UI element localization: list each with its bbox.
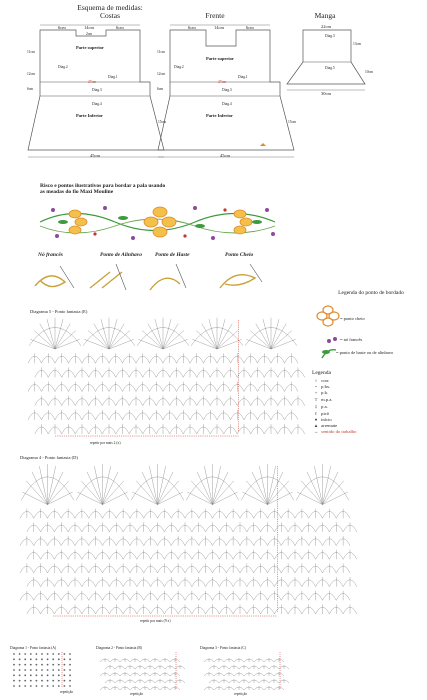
back-diag2-left: Diag.2 (58, 65, 68, 69)
front-top-left: 6cm (188, 25, 196, 30)
no-frances-icon (326, 336, 340, 346)
sleeve-title: Manga (314, 11, 336, 20)
sleeve-bottom: 30cm (321, 91, 331, 96)
legend-row-pa (312, 404, 328, 409)
slip-stitch-icon: • (315, 384, 317, 389)
chain-icon: ○ (314, 378, 318, 383)
diagram1 (6, 646, 86, 696)
legend-no-frances: = nó francês (340, 337, 363, 342)
legend-label: picô (321, 411, 330, 416)
embroidery-motif (35, 200, 285, 245)
legend-ponto-haste: = ponto de haste ou de alinhavo (336, 350, 394, 355)
legend-label: início (321, 417, 332, 422)
back-top-left: 6cm (58, 25, 66, 30)
embroidery-title-line2: as meadas do fio Maxi Mouline (40, 189, 114, 195)
stitch-label-alinhavo: Ponto de Alinhavo (100, 252, 142, 258)
back-side-15: 15cm (158, 120, 166, 124)
legend-ponto-cheio: = ponto cheio (340, 316, 365, 321)
embroidery-title-line1: Risco e pontos ilustrativos para bordar a pala usando (40, 183, 166, 189)
diagram4-repeat-label: repetir por mais (9 x) (140, 619, 171, 623)
legend-label: p.b. (321, 390, 329, 395)
start-icon: ● (314, 417, 318, 422)
legend-row-arremate (312, 423, 337, 428)
legend-label: corr. (321, 378, 330, 383)
single-crochet-icon: + (314, 390, 318, 395)
stitch-label-no-frances: Nó francês (38, 252, 63, 258)
back-inferior: Parte Inferior (76, 113, 103, 118)
back-panel-schema (28, 20, 168, 160)
sleeve-diag5: Diag.5 (325, 66, 335, 70)
diagram5-repeat-label: repetir por mais 2 (x) (90, 441, 121, 445)
legend-row-pbx (312, 384, 330, 389)
front-inferior: Parte Inferior (206, 113, 233, 118)
legend-row-pb (312, 390, 328, 395)
finish-icon: ▲ (313, 423, 319, 428)
legend-row-corr (312, 378, 329, 383)
diagram4-title: Diagrama 4 - Ponto fantasia (D) (20, 455, 78, 460)
legend-label: m.p.a. (321, 397, 333, 402)
back-top-mid: 14cm (84, 25, 94, 30)
picot-icon: ℓ (314, 411, 318, 416)
embroidery-legend (310, 290, 425, 370)
small-lace-pattern (204, 658, 289, 690)
diagram1-title: Diagrama 1 - Ponto fantasia (A) (10, 646, 57, 650)
stitch-label-haste: Ponto de Haste (155, 252, 190, 258)
sleeve-schema (285, 24, 375, 104)
diagram5-title: Diagrama 5 - Ponto fantasia (E) (30, 309, 88, 314)
back-neck: 2cm (86, 32, 93, 36)
front-diag4: Diag.4 (222, 102, 232, 106)
front-side-12: 12cm (157, 72, 165, 76)
front-diag2: Diag.2 (174, 65, 184, 69)
back-side-12: 12cm (27, 72, 35, 76)
back-diag4: Diag.4 (92, 102, 102, 106)
schema-title (55, 4, 165, 20)
front-diag1: Diag.1 (238, 75, 248, 79)
diagram4-chart (20, 462, 350, 622)
front-top-right: 6cm (246, 25, 254, 30)
symbol-legend (312, 370, 422, 450)
legend-label: sentido do trabalho (321, 429, 357, 434)
front-top-mid: 14cm (214, 25, 224, 30)
legend-row-inicio (312, 417, 332, 422)
lace-pattern (20, 464, 357, 614)
front-side-15: 15cm (288, 120, 296, 124)
legend-row-sentido (312, 429, 356, 434)
legend-row-mpa (312, 397, 333, 402)
legend-label: p.bx. (321, 384, 331, 389)
diagram2-chart (96, 652, 186, 692)
diagram3-chart (200, 652, 290, 692)
back-title: Costas (99, 11, 120, 20)
back-superior: Parte superior (76, 45, 104, 50)
front-diag3: Diag.3 (222, 88, 232, 92)
embroidery-title (40, 183, 320, 195)
direction-arrow-icon: → (313, 429, 319, 434)
front-superior: Parte superior (206, 56, 234, 61)
front-title: Frente (205, 11, 225, 20)
sleeve-diag3: Diag.3 (325, 34, 335, 38)
back-side-11: 11cm (27, 50, 35, 54)
front-side-6: 6cm (157, 87, 164, 91)
stitch-illustrations (30, 252, 270, 298)
lace-pattern (28, 318, 305, 434)
symbol-legend-title: Legenda (312, 370, 331, 376)
back-diag1: Diag.1 (108, 75, 118, 79)
back-bottom: 45cm (90, 153, 100, 158)
diagram2-repeat: repetição (130, 692, 144, 696)
back-side-6: 6cm (27, 87, 34, 91)
diagram5-chart (28, 316, 298, 440)
half-double-icon: T (314, 397, 318, 402)
front-panel-schema (158, 20, 298, 160)
front-width-27: 27cm (218, 80, 226, 84)
legend-label: arremate (321, 423, 338, 428)
stitch-label-cheio: Ponto Cheio (225, 252, 254, 258)
legend-row-pico (312, 411, 329, 416)
diagram2 (92, 646, 192, 698)
front-side-11: 11cm (157, 50, 165, 54)
double-crochet-icon: ‡ (314, 404, 318, 409)
back-diag3: Diag.3 (92, 88, 102, 92)
sleeve-side-13: 13cm (353, 42, 361, 46)
legend-label: p.a. (321, 404, 328, 409)
diagram3-title: Diagrama 3 - Ponto fantasia (C) (200, 646, 247, 650)
diagram3-repeat: repetição (234, 692, 248, 696)
sleeve-side-10: 10cm (365, 70, 373, 74)
diagram1-repeat: repetição (60, 690, 74, 694)
diagram2-title: Diagrama 2 - Ponto fantasia (B) (96, 646, 143, 650)
embroidery-legend-title: Legenda do ponto de bordado (338, 290, 404, 296)
back-top-right: 6cm (116, 25, 124, 30)
front-bottom: 45cm (220, 153, 230, 158)
stitch-drawings (30, 258, 270, 304)
back-width-27: 27cm (88, 80, 96, 84)
small-lace-pattern (100, 658, 185, 690)
schema-title-line1: Esquema de medidas: (77, 3, 143, 12)
sleeve-top: 22cm (321, 24, 331, 29)
diagram3 (196, 646, 296, 698)
ponto-cheio-icon (318, 305, 348, 325)
diagram1-chart (12, 652, 82, 692)
